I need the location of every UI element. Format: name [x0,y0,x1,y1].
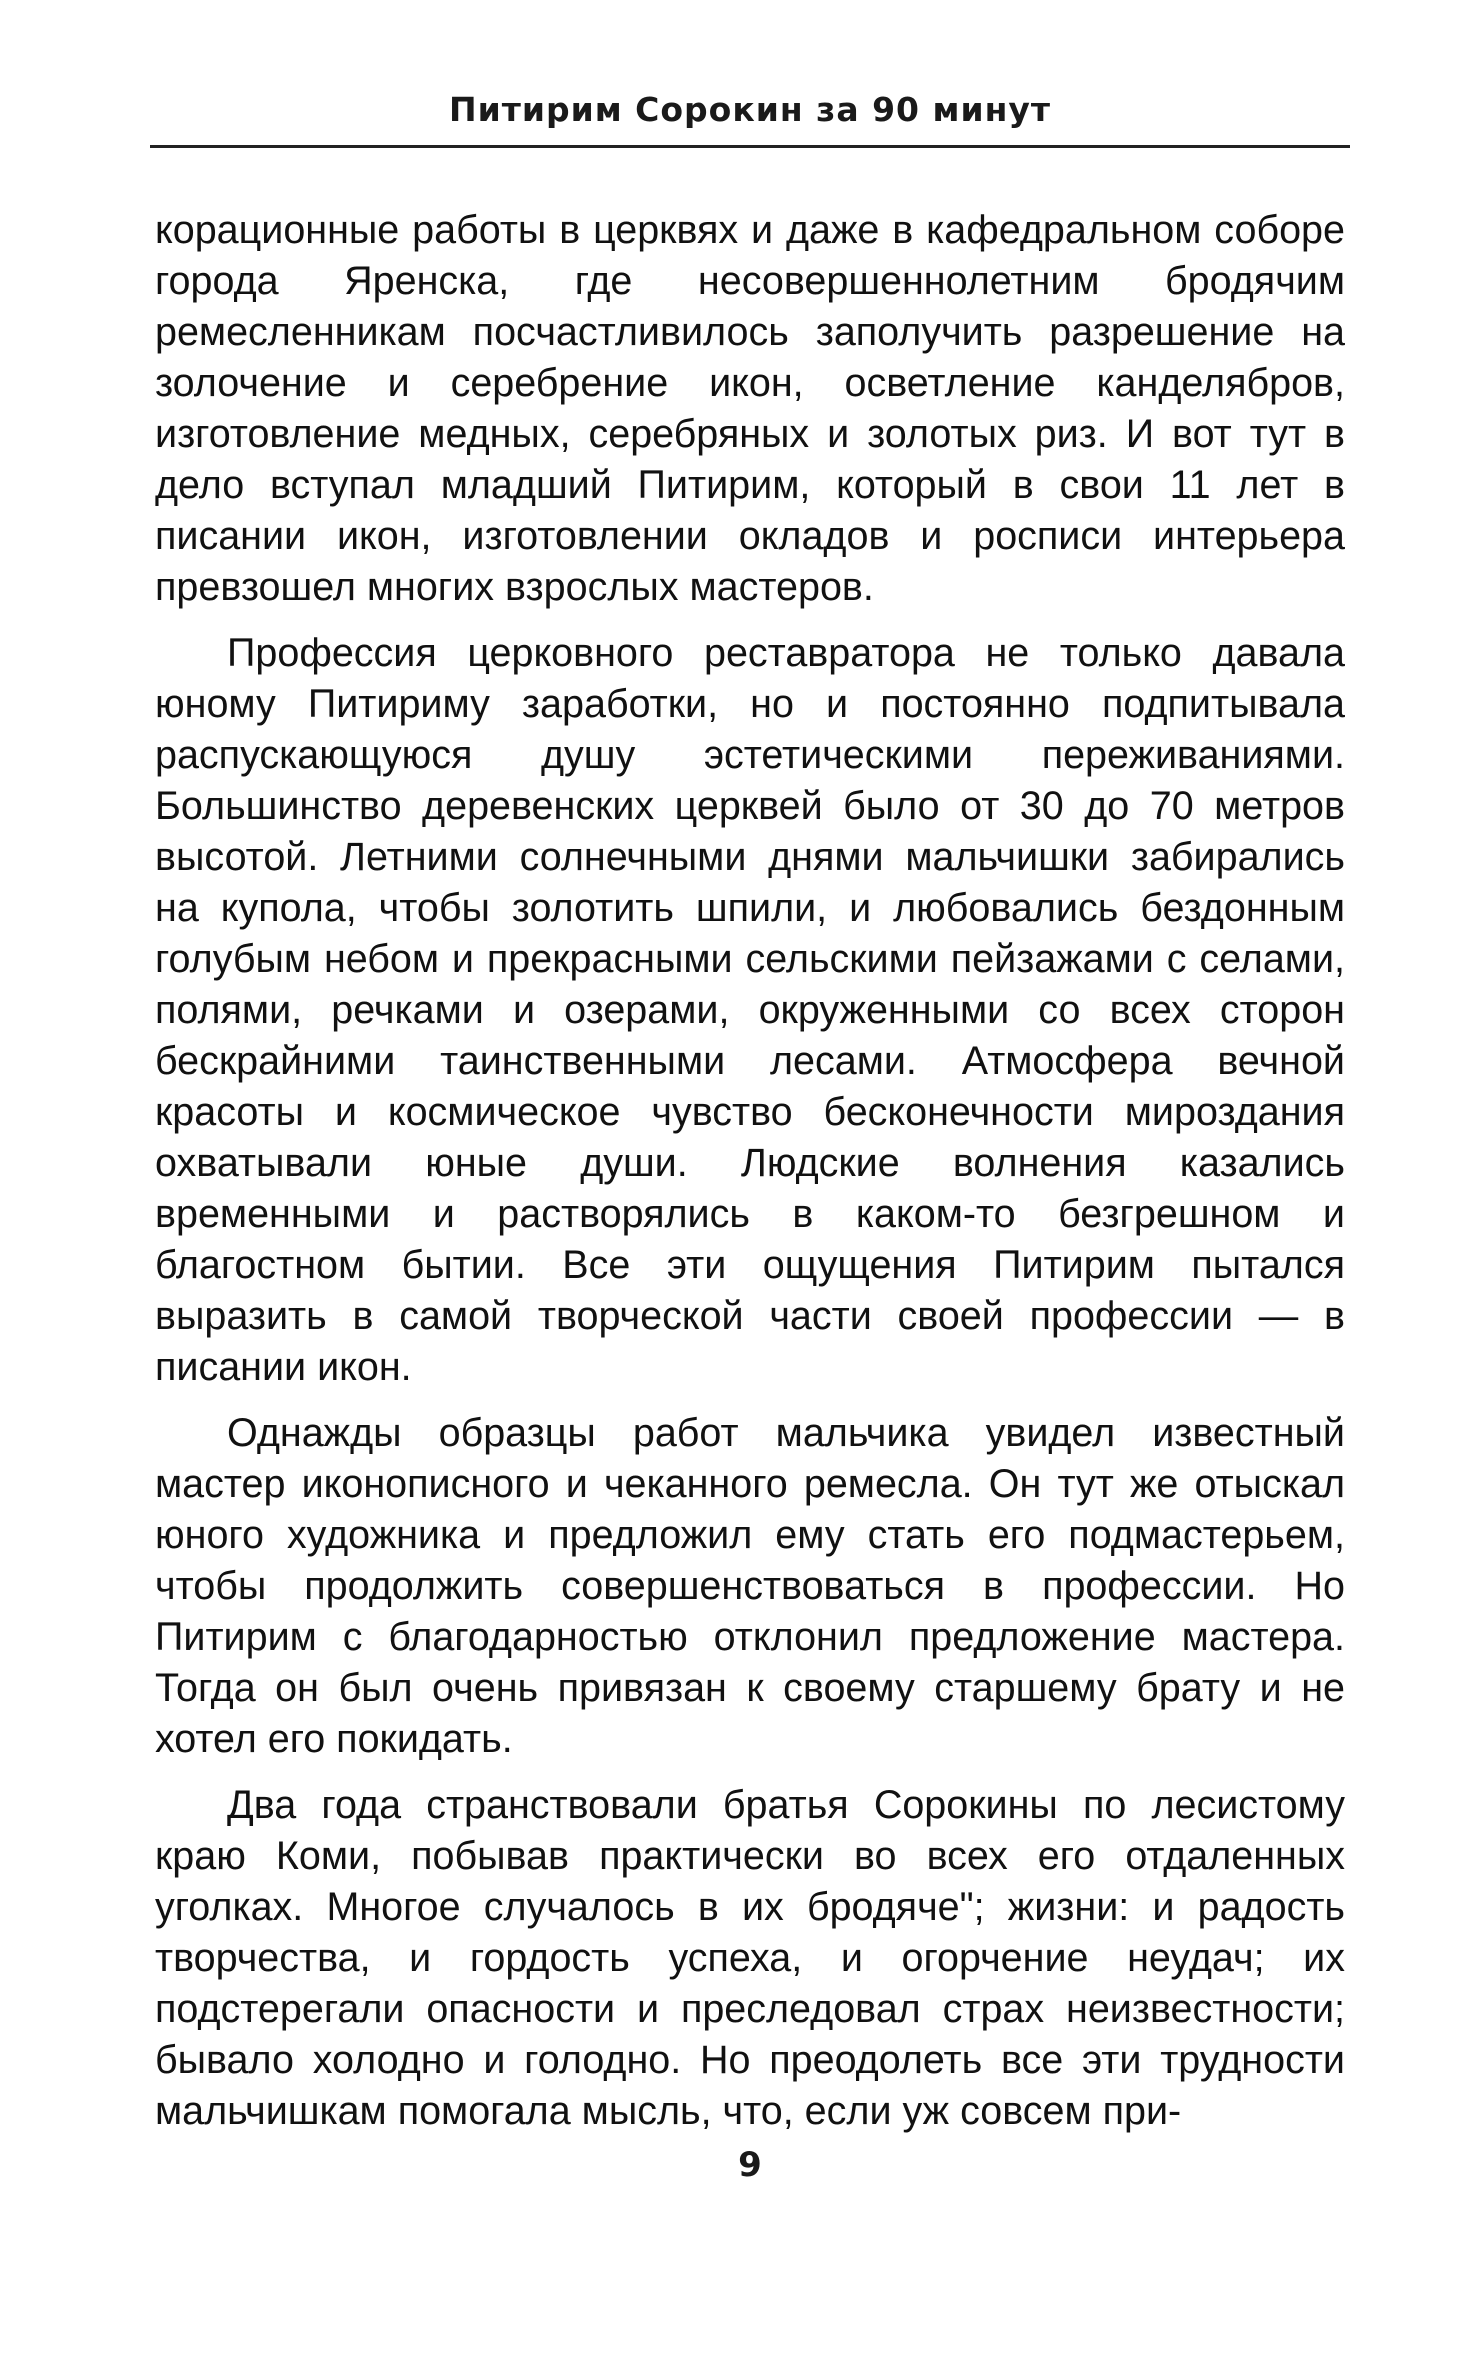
paragraph-1: корационные работы в церквях и даже в кафедральном соборе города Яренска, где несовершеннолетним бродячим ремесленникам посчастливилось заполучить разрешение на золочение и серебрение икон, осветление канделябров, изготовление медных, серебряных и золотых риз. И вот тут в дело вступал младший Питирим, который в свои 11 лет в писании икон, изготовлении окладов и росписи интерьера превзошел многих взрослых мастеров. [155,208,1345,609]
paragraph-2: Профессия церковного реставратора не только давала юному Питириму заработки, но и постоянно подпитывала распускающуюся душу эстетическими переживаниями. Большинство деревенских церквей было от 30 до 70 метров высотой. Летними солнечными днями мальчишки забирались на купола, чтобы золотить шпили, и любовались бездонным голубым небом и прекрасными сельскими пейзажами с селами, полями, речками и озерами, окруженными со всех сторон бескрайними таинственными лесами. Атмосфера вечной красоты и космическое чувство бесконечности мироздания охватывали юные души. Людские волнения казались временными и растворялись в каком-то безгрешном и благостном бытии. Все эти ощущения Питирим пытался выразить в самой творческой части своей профессии — в писании икон. [155,631,1345,1389]
running-header-title: Питирим Сорокин за 90 минут [448,90,1052,129]
page-number: 9 [738,2145,762,2185]
body-text [155,205,1345,2137]
header-rule [150,145,1350,148]
paragraph-4: Два года странствовали братья Сорокины по лесистому краю Коми, побывав практически во всех его отдаленных уголках. Многое случалось в их бродяче"; жизни: и радость творчества, и гордость успеха, и огорчение неудач; их подстерегали опасности и преследовал страх неизвестности; бывало холодно и голодно. Но преодолеть все эти трудности мальчишкам помогала мысль, что, если уж совсем при- [155,1783,1345,2133]
paragraph-3: Однажды образцы работ мальчика увидел известный мастер иконописного и чеканного ремесла. Он тут же отыскал юного художника и предложил ему стать его подмастерьем, чтобы продолжить совершенствоваться в профессии. Но Питирим с благодарностью отклонил предложение мастера. Тогда он был очень привязан к своему старшему брату и не хотел его покидать. [155,1411,1345,1761]
